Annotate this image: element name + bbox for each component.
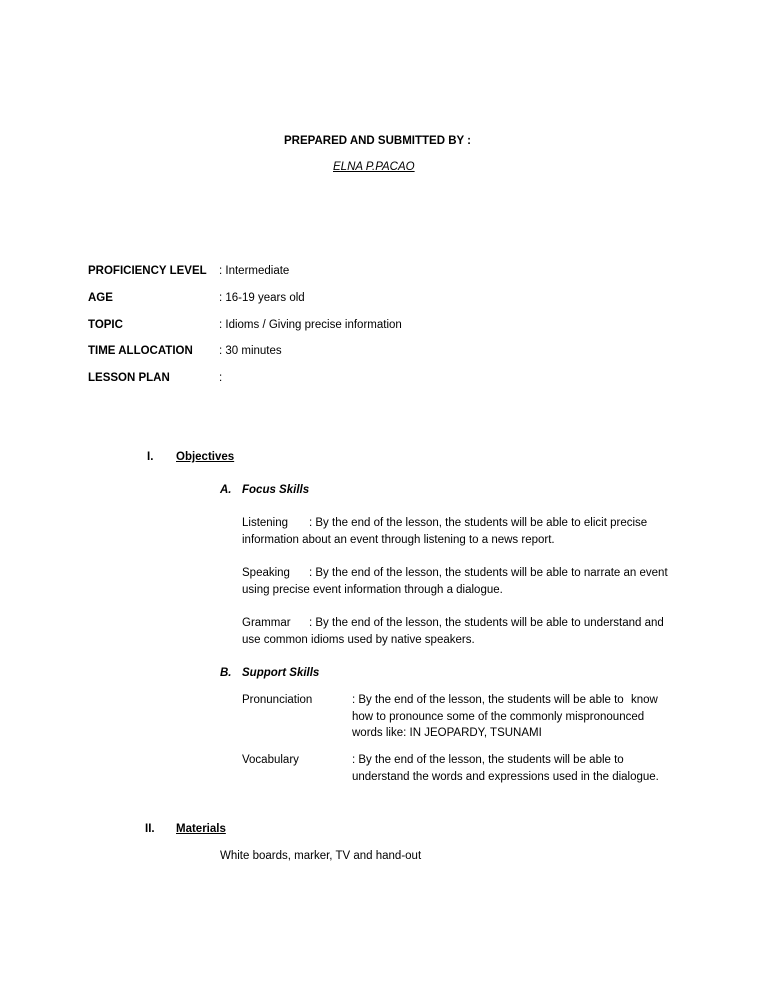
info-value-time: : 30 minutes	[219, 345, 282, 357]
info-label-topic: TOPIC	[88, 319, 123, 331]
section-title-materials: Materials	[176, 823, 226, 835]
author-name: ELNA P.PACAO	[333, 161, 415, 173]
info-value-age: : 16-19 years old	[219, 292, 305, 304]
skill-text-vocabulary-line2: understand the words and expressions used in the dialogue.	[352, 771, 659, 783]
skill-text-grammar-line2: use common idioms used by native speakers.	[242, 634, 475, 646]
skill-text-pronunciation-line1-end: know	[631, 694, 658, 706]
skill-text-pronunciation-line3: words like: IN JEOPARDY, TSUNAMI	[352, 727, 542, 739]
skill-text-pronunciation-line1: : By the end of the lesson, the students will be able to	[352, 694, 624, 706]
skill-label-grammar: Grammar	[242, 617, 291, 629]
subsection-title-focus: Focus Skills	[242, 484, 310, 496]
section-title-objectives: Objectives	[176, 451, 235, 463]
info-value-proficiency: : Intermediate	[219, 265, 290, 277]
skill-label-pronunciation: Pronunciation	[242, 694, 313, 706]
section-numeral-materials: II.	[145, 823, 155, 835]
info-value-lesson-plan: :	[219, 372, 223, 384]
materials-text: White boards, marker, TV and hand-out	[220, 850, 422, 862]
info-label-time: TIME ALLOCATION	[88, 345, 193, 357]
skill-text-pronunciation-line2: how to pronounce some of the commonly mispronounced	[352, 711, 645, 723]
skill-text-grammar-line1: : By the end of the lesson, the students will be able to understand and	[309, 617, 664, 629]
subsection-letter-support: B.	[220, 667, 232, 679]
subsection-letter-focus: A.	[220, 484, 232, 496]
subsection-title-support: Support Skills	[242, 667, 320, 679]
skill-text-vocabulary-line1: : By the end of the lesson, the students will be able to	[352, 754, 624, 766]
skill-label-listening: Listening	[242, 517, 289, 529]
skill-text-speaking-line2: using precise event information through a dialogue.	[242, 584, 503, 596]
prepared-label: PREPARED AND SUBMITTED BY :	[284, 135, 471, 147]
info-value-topic: : Idioms / Giving precise information	[219, 319, 402, 331]
info-label-age: AGE	[88, 292, 113, 304]
section-numeral-objectives: I.	[147, 451, 154, 463]
skill-label-vocabulary: Vocabulary	[242, 754, 299, 766]
info-label-proficiency: PROFICIENCY LEVEL	[88, 265, 207, 277]
skill-text-listening-line1: : By the end of the lesson, the students will be able to elicit precise	[309, 517, 648, 529]
info-label-lesson-plan: LESSON PLAN	[88, 372, 170, 384]
skill-label-speaking: Speaking	[242, 567, 290, 579]
skill-text-listening-line2: information about an event through listening to a news report.	[242, 534, 555, 546]
skill-text-speaking-line1: : By the end of the lesson, the students will be able to narrate an event	[309, 567, 668, 579]
